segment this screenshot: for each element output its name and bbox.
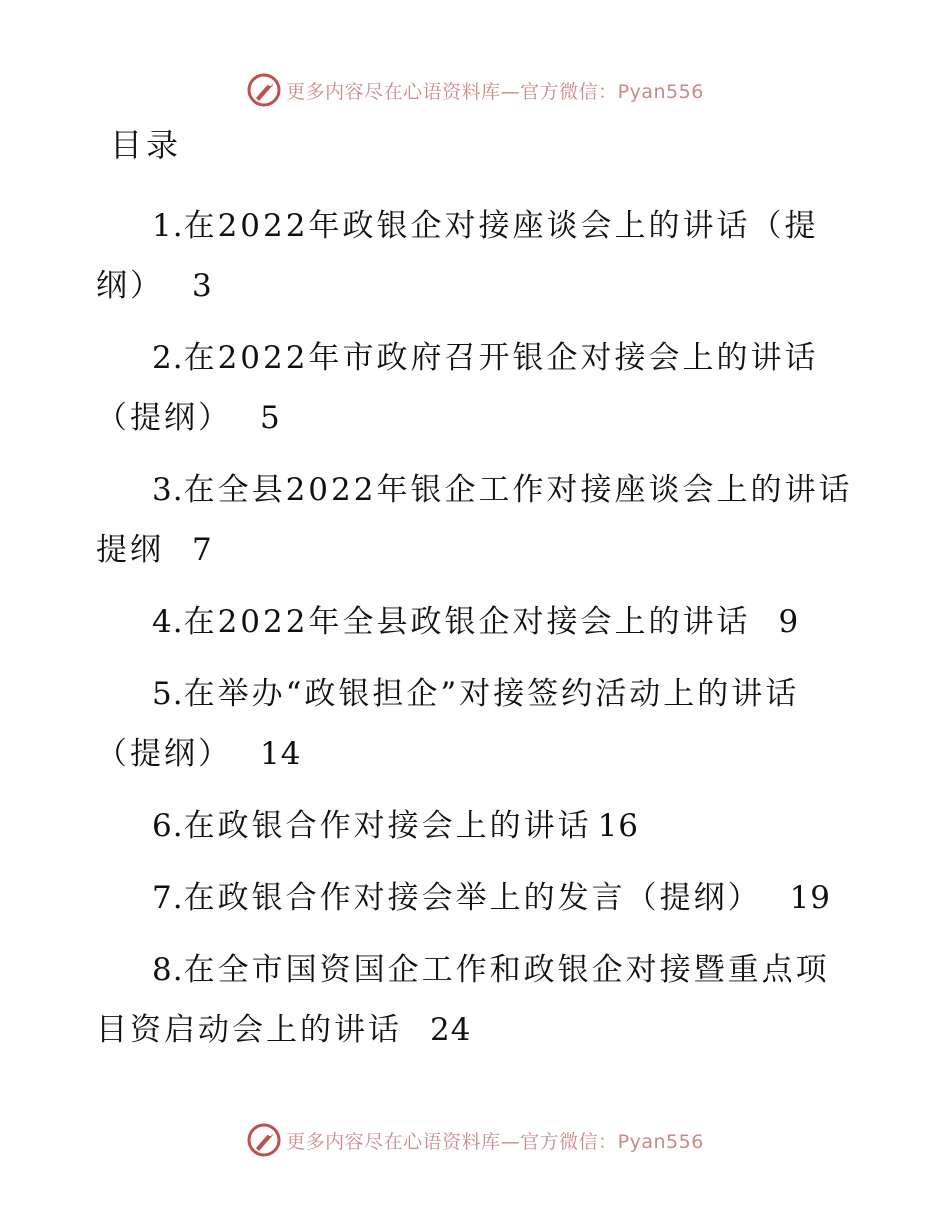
toc-entry-number: 3. [152,472,184,508]
toc-entry-page: 9 [778,604,800,640]
toc-entry-3[interactable] [96,460,856,580]
toc-entry-page: 3 [192,268,213,304]
toc-entry-number: 8. [152,952,184,988]
toc-entry-2[interactable] [96,328,856,448]
toc-entry-title: 在全县2022年银企工作对接座谈会上的讲话提纲 [96,472,853,568]
toc-entry-page: 14 [260,736,302,772]
toc-entry-6[interactable] [96,796,856,856]
toc-entry-page: 24 [430,1012,472,1048]
toc-entry-page: 19 [789,880,832,916]
footer-banner [0,1118,950,1162]
toc-entry-number: 2. [152,340,184,376]
toc-entry-title: 在全市国资国企工作和政银企对接暨重点项目资启动会上的讲话 [96,952,830,1048]
toc-entry-1[interactable] [96,196,856,316]
toc-entry-7[interactable] [96,868,856,928]
toc-entry-title: 在政银合作对接会上的讲话 [183,808,592,844]
header-banner [0,68,950,112]
toc-entry-number: 5. [152,676,184,712]
toc-entry-page: 5 [260,400,281,436]
footer-banner-text: 更多内容尽在心语资料库—官方微信：Pyan556 [286,1130,704,1153]
toc-entry-number: 6. [152,808,184,844]
toc-entry-8[interactable] [96,940,856,1060]
toc-entry-title: 在2022年政银企对接座谈会上的讲话（提纲） [96,208,819,304]
pen-nib-logo-icon [246,1122,282,1158]
toc-entry-page: 16 [597,808,640,844]
toc-entry-page: 7 [192,532,213,568]
header-banner-text: 更多内容尽在心语资料库—官方微信：Pyan556 [286,80,704,103]
toc-entry-number: 1. [152,208,184,244]
toc-entry-title: 在政银合作对接会举上的发言（提纲） [183,880,762,916]
toc-entry-4[interactable] [96,592,856,652]
toc-entry-title: 在2022年市政府召开银企对接会上的讲话（提纲） [96,340,819,436]
toc-list [96,196,856,1072]
toc-entry-number: 4. [152,604,184,640]
pen-nib-logo-icon [246,72,282,108]
toc-title: 目录 [110,126,183,164]
toc-entry-5[interactable] [96,664,856,784]
toc-entry-title: 在2022年全县政银企对接会上的讲话 [183,604,751,640]
toc-entry-number: 7. [152,880,184,916]
toc-entry-title: 在举办“政银担企”对接签约活动上的讲话（提纲） [96,676,800,772]
